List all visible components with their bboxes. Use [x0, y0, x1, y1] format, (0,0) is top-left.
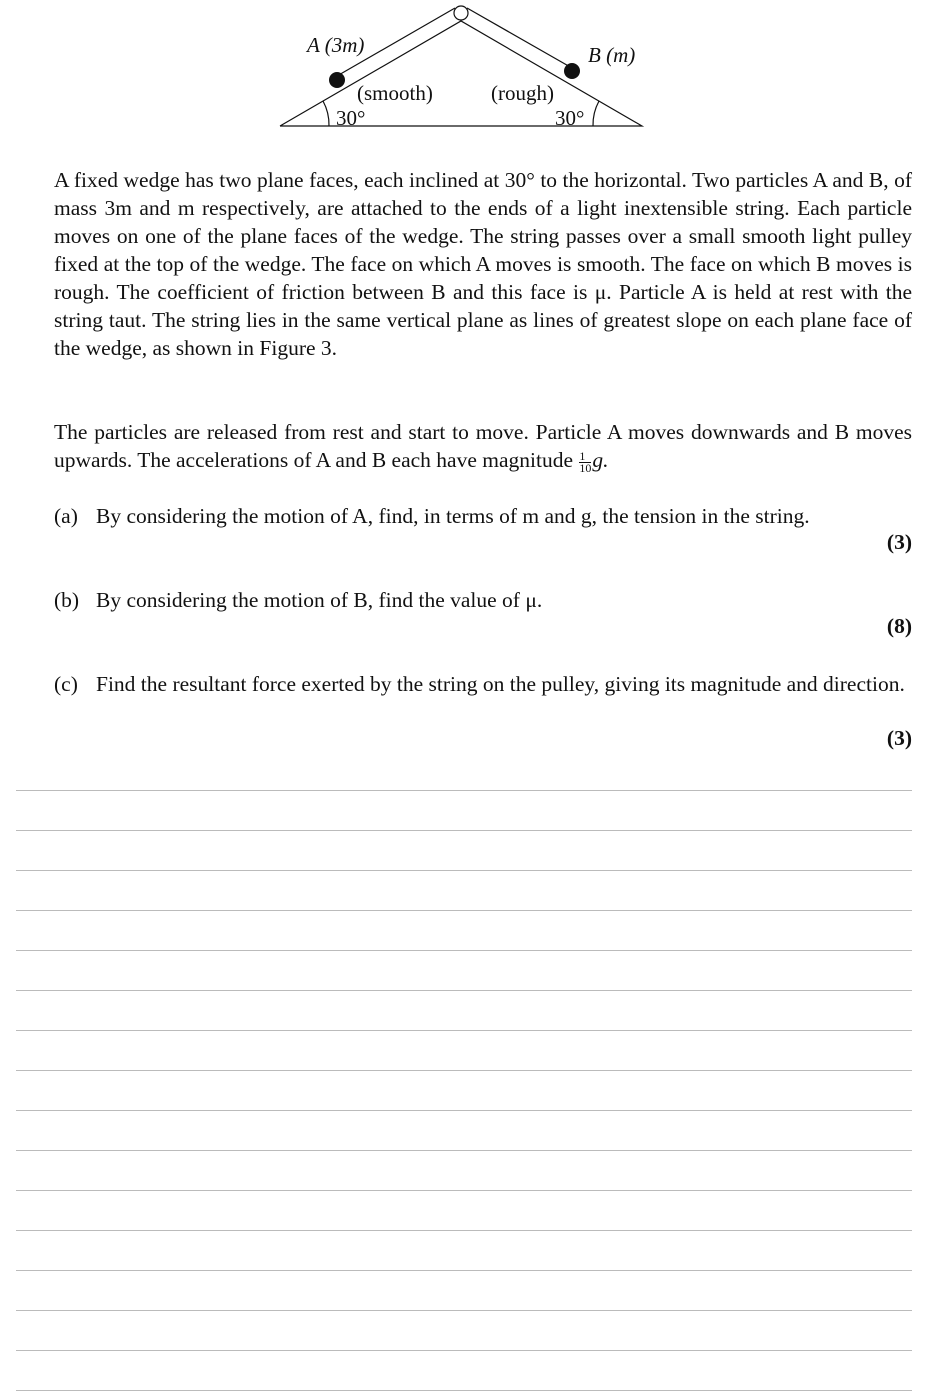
answer-line[interactable] — [16, 990, 912, 991]
marks-b: (8) — [886, 614, 912, 638]
label-a: A (3m) — [307, 33, 365, 57]
answer-line[interactable] — [16, 1190, 912, 1191]
string-right — [467, 8, 572, 68]
particle-b — [564, 63, 580, 79]
pulley-icon — [454, 6, 468, 20]
answer-line[interactable] — [16, 1150, 912, 1151]
question-b: (b) By considering the motion of B, find the value of μ. — [54, 588, 543, 612]
angle-right: 30° — [555, 106, 585, 130]
answer-line[interactable] — [16, 1110, 912, 1111]
answer-line[interactable] — [16, 1070, 912, 1071]
particle-a — [329, 72, 345, 88]
angle-arc-right — [593, 101, 599, 126]
answer-line[interactable] — [16, 790, 912, 791]
release-paragraph: The particles are released from rest and start to move. Particle A moves downwards and B moves upwards. The accelerations of A and B each have magnitude $\frac{1}{10}$ g. — [54, 420, 912, 475]
answer-line[interactable] — [16, 1310, 912, 1311]
answer-line[interactable] — [16, 1390, 912, 1391]
answer-line[interactable] — [16, 1350, 912, 1351]
label-smooth: (smooth) — [357, 81, 433, 105]
release-text: The particles are released from rest and start to move. Particle A moves downwards and B moves upwards. The accelerations of A and B each have magnitude — [54, 420, 912, 472]
label-b: B (m) — [588, 43, 636, 67]
answer-line[interactable] — [16, 870, 912, 871]
answer-line[interactable] — [16, 1230, 912, 1231]
angle-left: 30° — [336, 106, 366, 130]
answer-line[interactable] — [16, 1030, 912, 1031]
answer-line[interactable] — [16, 1270, 912, 1271]
problem-paragraph: A fixed wedge has two plane faces, each inclined at 30° to the horizontal. Two particles A and B, of mass 3m and m respectively, are attached to the ends of a light inextensible string. Each particle moves on one of the plane faces of the wedge. The string passes over a small smooth light pulley fixed at the top of the wedge. The face on which A moves is smooth. The face on which B moves is rough. The coefficient of friction between B and this face is μ. Particle A is held at rest with the string taut. The string lies in the same vertical plane as lines of greatest slope on each plane face of the wedge, as shown in Figure 3. — [54, 168, 912, 360]
angle-arc-left — [323, 101, 329, 126]
question-a: (a) By considering the motion of A, find, in terms of m and g, the tension in the string. — [54, 504, 810, 528]
answer-line[interactable] — [16, 910, 912, 911]
answer-line[interactable] — [16, 830, 912, 831]
marks-c: (3) — [886, 726, 912, 750]
question-c: (c) Find the resultant force exerted by the string on the pulley, giving its magnitude and direction. — [54, 672, 905, 696]
fraction: $\frac{1}{10}$ — [579, 448, 592, 475]
wedge-diagram — [0, 0, 936, 140]
label-rough: (rough) — [491, 81, 554, 105]
marks-a: (3) — [886, 530, 912, 554]
answer-line[interactable] — [16, 950, 912, 951]
